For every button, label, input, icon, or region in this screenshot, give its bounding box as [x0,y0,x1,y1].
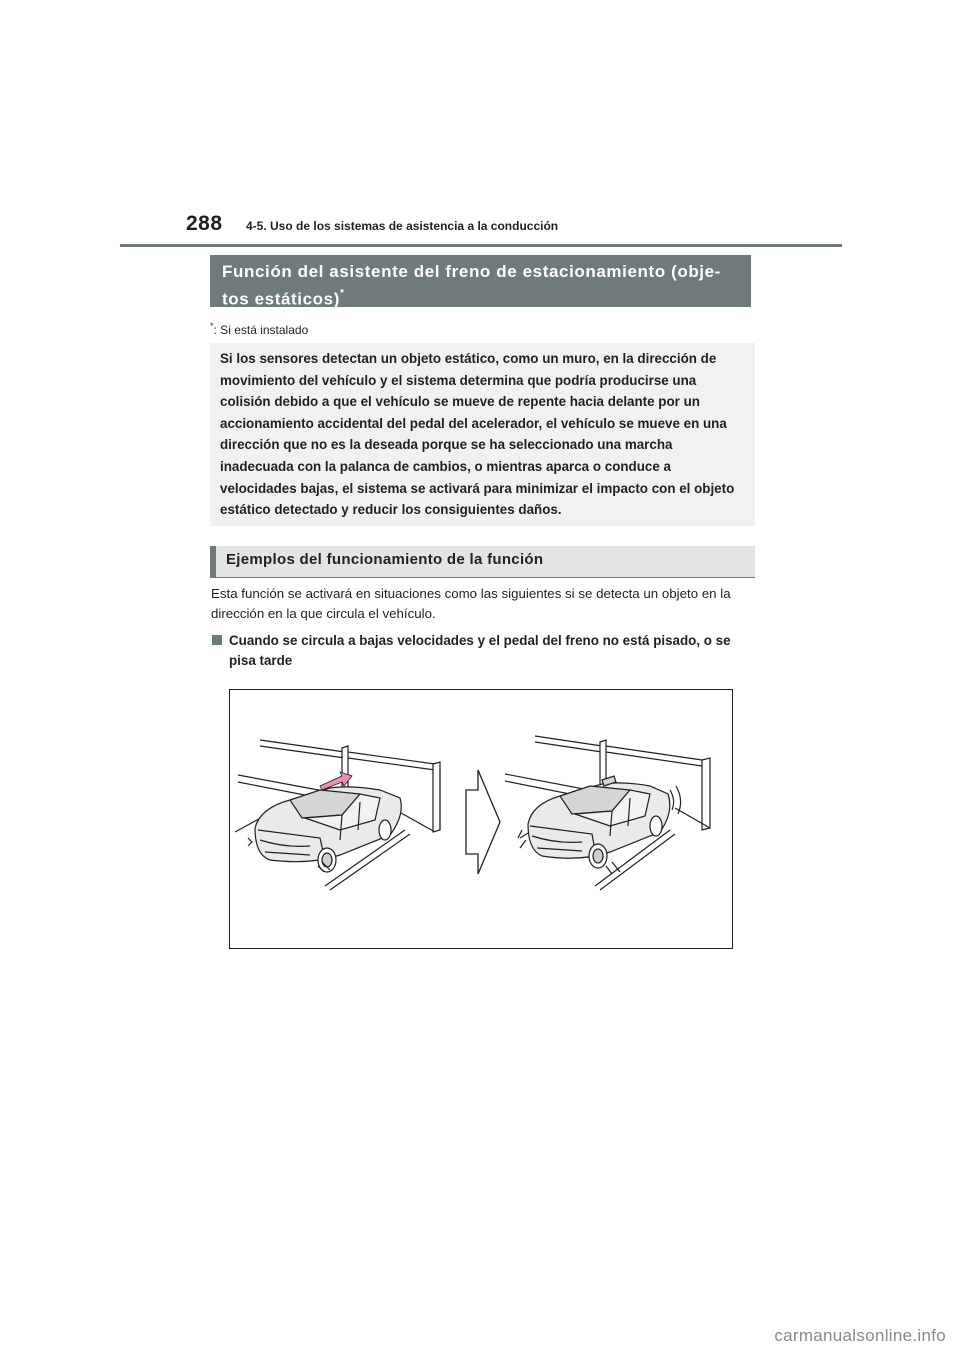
footnote-marker: * [340,288,345,299]
arrow-right-icon [466,770,500,874]
footnote [210,321,308,337]
section-header: 4-5. Uso de los sistemas de asistencia a la conducción [246,219,559,233]
footnote-text: : Si está instalado [213,323,309,337]
illustration-svg [230,690,732,948]
bullet-text: Cuando se circula a bajas velocidades y el pedal del freno no está pisado, o se pisa tarde [229,633,731,668]
section-title-line-1: Función del asistente del freno de estacionamiento (obje- [222,262,721,281]
section-title [210,255,751,307]
intro-paragraph: Si los sensores detectan un objeto estático, como un muro, en la dirección de movimiento del vehículo y el sistema determina que podría producirse una colisión debido a que el vehículo se mueve de repente hacia delante por un accionamiento accidental del pedal del acelerador, el vehículo se mueve en una dirección que no es la deseada porque se ha seleccionado una marcha inadecuada con la palanca de cambios, o mientras aparca o conduce a velocidades bajas, el sistema se activará para minimizar el impacto con el objeto estático detectado y reducir los consiguientes daños. [210,343,755,526]
header-divider [120,244,842,247]
page-number: 288 [186,212,223,235]
left-scene [235,740,440,890]
bullet-square-icon [212,635,222,645]
illustration-frame [229,689,733,949]
watermark: carmanualsonline.info [774,1326,946,1345]
subsection-title: Ejemplos del funcionamiento de la función [210,546,755,578]
right-scene [505,736,710,890]
body-paragraph: Esta función se activará en situaciones como las siguientes si se detecta un objeto en la dirección en la que circula el vehículo. [211,586,731,621]
section-title-line-2: tos estáticos) [222,289,340,309]
bullet-item [212,631,757,671]
car-left-icon [255,787,401,872]
footnote-star: * [210,321,214,331]
